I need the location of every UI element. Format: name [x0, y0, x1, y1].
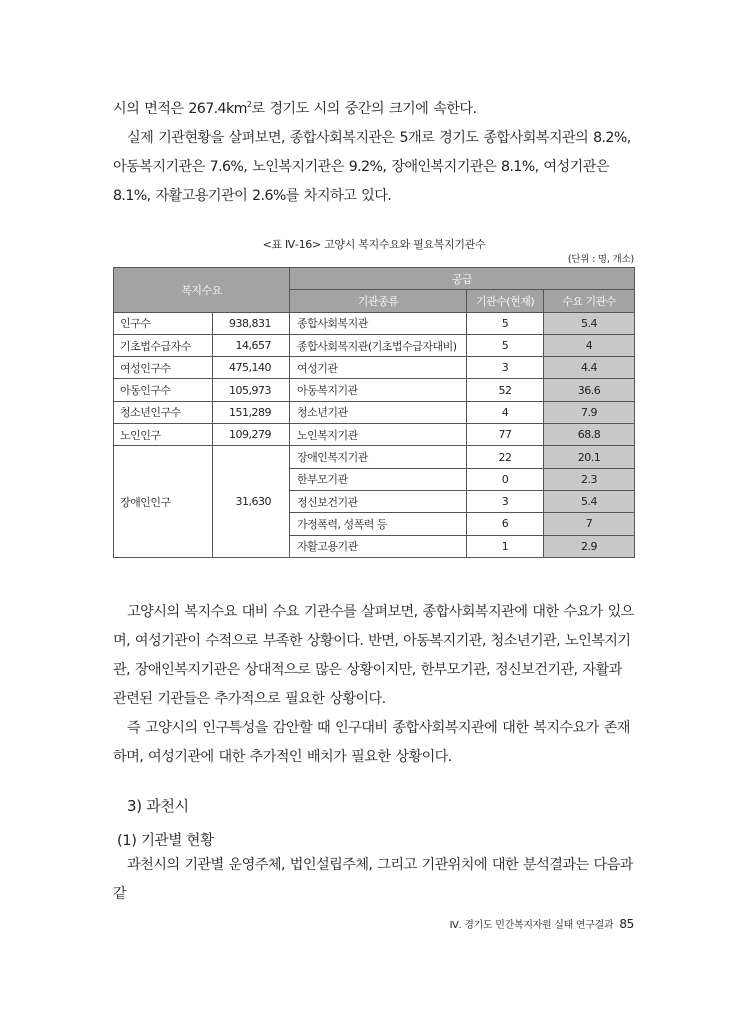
header-needed-count: 수요 기관수 — [544, 290, 635, 312]
institution-type: 종합사회복지관(기초법수급자대비) — [290, 334, 467, 356]
current-count: 77 — [467, 424, 544, 446]
institution-type: 아동복지기관 — [290, 379, 467, 401]
current-count: 4 — [467, 401, 544, 423]
table-row — [114, 446, 635, 468]
demand-label: 노인인구 — [114, 424, 213, 446]
demand-value: 938,831 — [213, 312, 290, 334]
demand-label: 인구수 — [114, 312, 213, 334]
table-row — [114, 312, 635, 334]
needed-count: 2.3 — [544, 468, 635, 490]
demand-value: 31,630 — [213, 446, 290, 557]
table-row — [114, 379, 635, 401]
institution-type: 장애인복지기관 — [290, 446, 467, 468]
needed-count: 7.9 — [544, 401, 635, 423]
institution-type: 노인복지기관 — [290, 424, 467, 446]
header-demand: 복지수요 — [114, 268, 290, 313]
table-row — [114, 401, 635, 423]
table-caption: <표 Ⅳ-16> 고양시 복지수요와 필요복지기관수 — [262, 238, 486, 251]
institution-type: 자활고용기관 — [290, 535, 467, 557]
institution-type: 여성기관 — [290, 357, 467, 379]
institution-type: 한부모기관 — [290, 468, 467, 490]
demand-value: 109,279 — [213, 424, 290, 446]
current-count: 3 — [467, 490, 544, 512]
institution-type: 종합사회복지관 — [290, 312, 467, 334]
current-count: 6 — [467, 513, 544, 535]
section-heading: 3) 과천시 — [127, 797, 189, 815]
table-row — [114, 424, 635, 446]
current-count: 0 — [467, 468, 544, 490]
needed-count: 20.1 — [544, 446, 635, 468]
demand-label: 청소년인구수 — [114, 401, 213, 423]
current-count: 22 — [467, 446, 544, 468]
demand-value: 14,657 — [213, 334, 290, 356]
demand-label: 기초법수급자수 — [114, 334, 213, 356]
area-text-after: 로 경기도 시의 중간의 크기에 속한다. — [251, 101, 477, 117]
institution-type: 정신보건기관 — [290, 490, 467, 512]
paragraph-gwacheon-intro: 과천시의 기관별 운영주체, 법인설립주체, 그리고 기관위치에 대한 분석결과는 다음과 같 — [113, 857, 633, 902]
paragraph-goyang-summary: 즉 고양시의 인구특성을 감안할 때 인구대비 종합사회복지관에 대한 복지수요가 존재하며, 여성기관에 대한 추가적인 배치가 필요한 상황이다. — [113, 720, 630, 765]
page-number: 85 — [619, 917, 634, 931]
paragraph-goyang-analysis: 고양시의 복지수요 대비 수요 기관수를 살펴보면, 종합사회복지관에 대한 수요가 있으며, 여성기관이 수적으로 부족한 상황이다. 반면, 아동복지기관, 청소년기관, 노인복지기관, 장애인복지기관은 상대적으로 많은 상황이지만, 한부모기관, 정신보건기관, 자활과 관련된 기관들은 추가적으로 필요한 상황이다. — [113, 604, 634, 707]
needed-count: 4.4 — [544, 357, 635, 379]
needed-count: 68.8 — [544, 424, 635, 446]
demand-label: 장애인인구 — [114, 446, 213, 557]
current-count: 5 — [467, 312, 544, 334]
needed-count: 2.9 — [544, 535, 635, 557]
needed-count: 5.4 — [544, 312, 635, 334]
current-count: 52 — [467, 379, 544, 401]
needed-count: 4 — [544, 334, 635, 356]
demand-label: 여성인구수 — [114, 357, 213, 379]
header-institution-type: 기관종류 — [290, 290, 467, 312]
current-count: 3 — [467, 357, 544, 379]
needed-count: 7 — [544, 513, 635, 535]
current-count: 5 — [467, 334, 544, 356]
institution-type: 청소년기관 — [290, 401, 467, 423]
area-superscript: 2 — [246, 100, 252, 109]
demand-value: 105,973 — [213, 379, 290, 401]
needed-count: 36.6 — [544, 379, 635, 401]
needed-count: 5.4 — [544, 490, 635, 512]
sub-section-heading: (1) 기관별 현황 — [117, 833, 214, 849]
page-footer — [450, 916, 634, 931]
header-supply: 공급 — [290, 268, 635, 290]
institution-type: 가정폭력, 성폭력 등 — [290, 513, 467, 535]
table-row — [114, 357, 635, 379]
demand-value: 151,289 — [213, 401, 290, 423]
paragraph-institution-status: 실제 기관현황을 살펴보면, 종합사회복지관은 5개로 경기도 종합사회복지관의 8.2%, 아동복지기관은 7.6%, 노인복지기관은 9.2%, 장애인복지기관은 8.1%, 여성기관은 8.1%, 자활고용기관이 2.6%를 차지하고 있다. — [113, 130, 631, 204]
current-count: 1 — [467, 535, 544, 557]
demand-label: 아동인구수 — [114, 379, 213, 401]
table-row — [114, 334, 635, 356]
demand-value: 475,140 — [213, 357, 290, 379]
footer-chapter-title: Ⅳ. 경기도 민간복지자원 실태 연구결과 — [449, 920, 614, 931]
area-text-before: 시의 면적은 267.4km — [113, 101, 247, 117]
welfare-demand-table — [113, 267, 635, 558]
header-current-count: 기관수(현재) — [467, 290, 544, 312]
table-unit: (단위 : 명, 개소) — [567, 254, 634, 265]
paragraph-area-size — [113, 95, 635, 124]
